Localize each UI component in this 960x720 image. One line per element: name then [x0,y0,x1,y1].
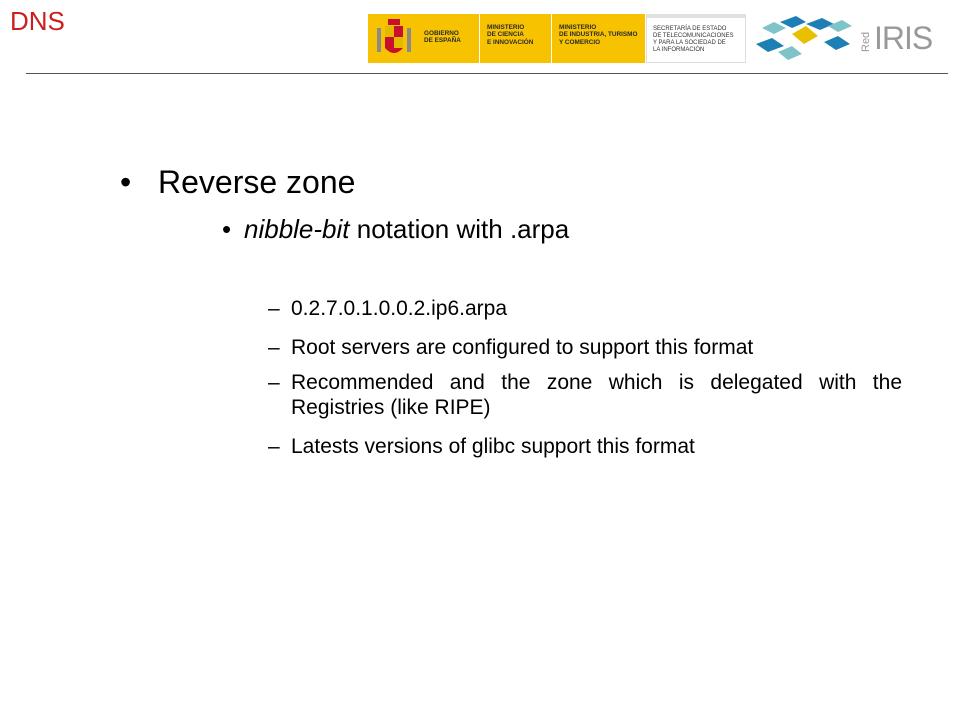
list-item-text: Latests versions of glibc support this format [291,435,695,458]
header-divider [26,73,948,74]
rediris-logo [746,14,936,63]
bullet-marker: • [120,164,132,200]
bullet-marker: • [222,214,232,244]
rediris-iris-text: IRIS [874,20,933,56]
list-item-text: 0.2.7.0.1.0.0.2.ip6.arpa [291,297,507,320]
secretaria-estado-logo [646,14,746,63]
list-item [268,335,902,360]
gobierno-logo-text: GOBIERNO DE ESPAÑA [424,30,461,45]
ciencia-logo-text: MINISTERIO DE CIENCIA E INNOVACIÓN [487,24,534,46]
nibble-bit-term: nibble-bit [244,214,350,244]
gobierno-espana-logo [368,14,480,63]
secretaria-logo-text: SECRETARÍA DE ESTADO DE TELECOMUNICACIONES Y PARA LA SOCIEDAD DE LA INFORMACIÓN [653,26,734,53]
rediris-red-text: Red [860,31,872,52]
list-item [268,370,902,420]
nibble-bit-rest: notation with .arpa [349,214,570,244]
dash-marker: – [268,336,280,359]
rediris-emblem-icon [752,14,856,63]
ministerio-ciencia-logo [480,14,552,63]
ministerio-industria-logo [552,14,646,63]
dash-marker: – [268,297,280,320]
slide-header-title: DNS [10,6,65,36]
list-item-text: Root servers are configured to support this format [291,336,754,359]
dash-marker: – [268,435,280,458]
list-item-text: Recommended and the zone which is delegated with the Registries (like RIPE) [291,371,902,419]
coat-of-arms-icon [372,16,416,60]
list-item [268,296,902,321]
sponsor-logos [368,14,936,63]
dash-marker: – [268,371,280,394]
list-item [268,434,902,459]
bullet-text: Reverse zone [158,164,356,200]
bullet-text [244,214,569,245]
industria-logo-text: MINISTERIO DE INDUSTRIA, TURISMO Y COMERCIO [559,24,638,46]
